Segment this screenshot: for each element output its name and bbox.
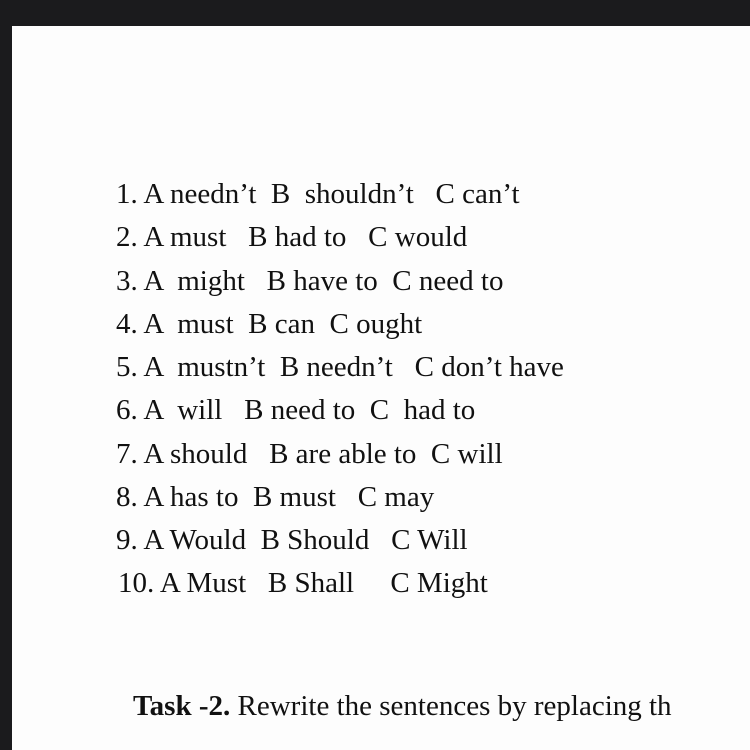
option-line-1: 1. A needn’t B shouldn’t C can’t xyxy=(116,178,520,210)
option-line-4: 4. A must B can C ought xyxy=(116,308,423,340)
option-line-9: 9. A Would B Should C Will xyxy=(116,524,468,556)
option-line-5: 5. A mustn’t B needn’t C don’t have xyxy=(116,351,564,383)
option-line-2: 2. A must B had to C would xyxy=(116,221,468,253)
document-sheet xyxy=(12,26,750,750)
task-label: Task -2. xyxy=(133,690,231,722)
task-heading xyxy=(133,686,672,726)
answer-options-list xyxy=(12,26,750,626)
option-line-8: 8. A has to B must C may xyxy=(116,481,435,513)
option-line-7: 7. A should B are able to C will xyxy=(116,438,503,470)
task-instruction: Rewrite the sentences by replacing th xyxy=(230,690,672,722)
option-line-6: 6. A will B need to C had to xyxy=(116,394,476,426)
option-line-3: 3. A might B have to C need to xyxy=(116,265,504,297)
option-line-10: 10. A Must B Shall C Might xyxy=(118,567,488,599)
